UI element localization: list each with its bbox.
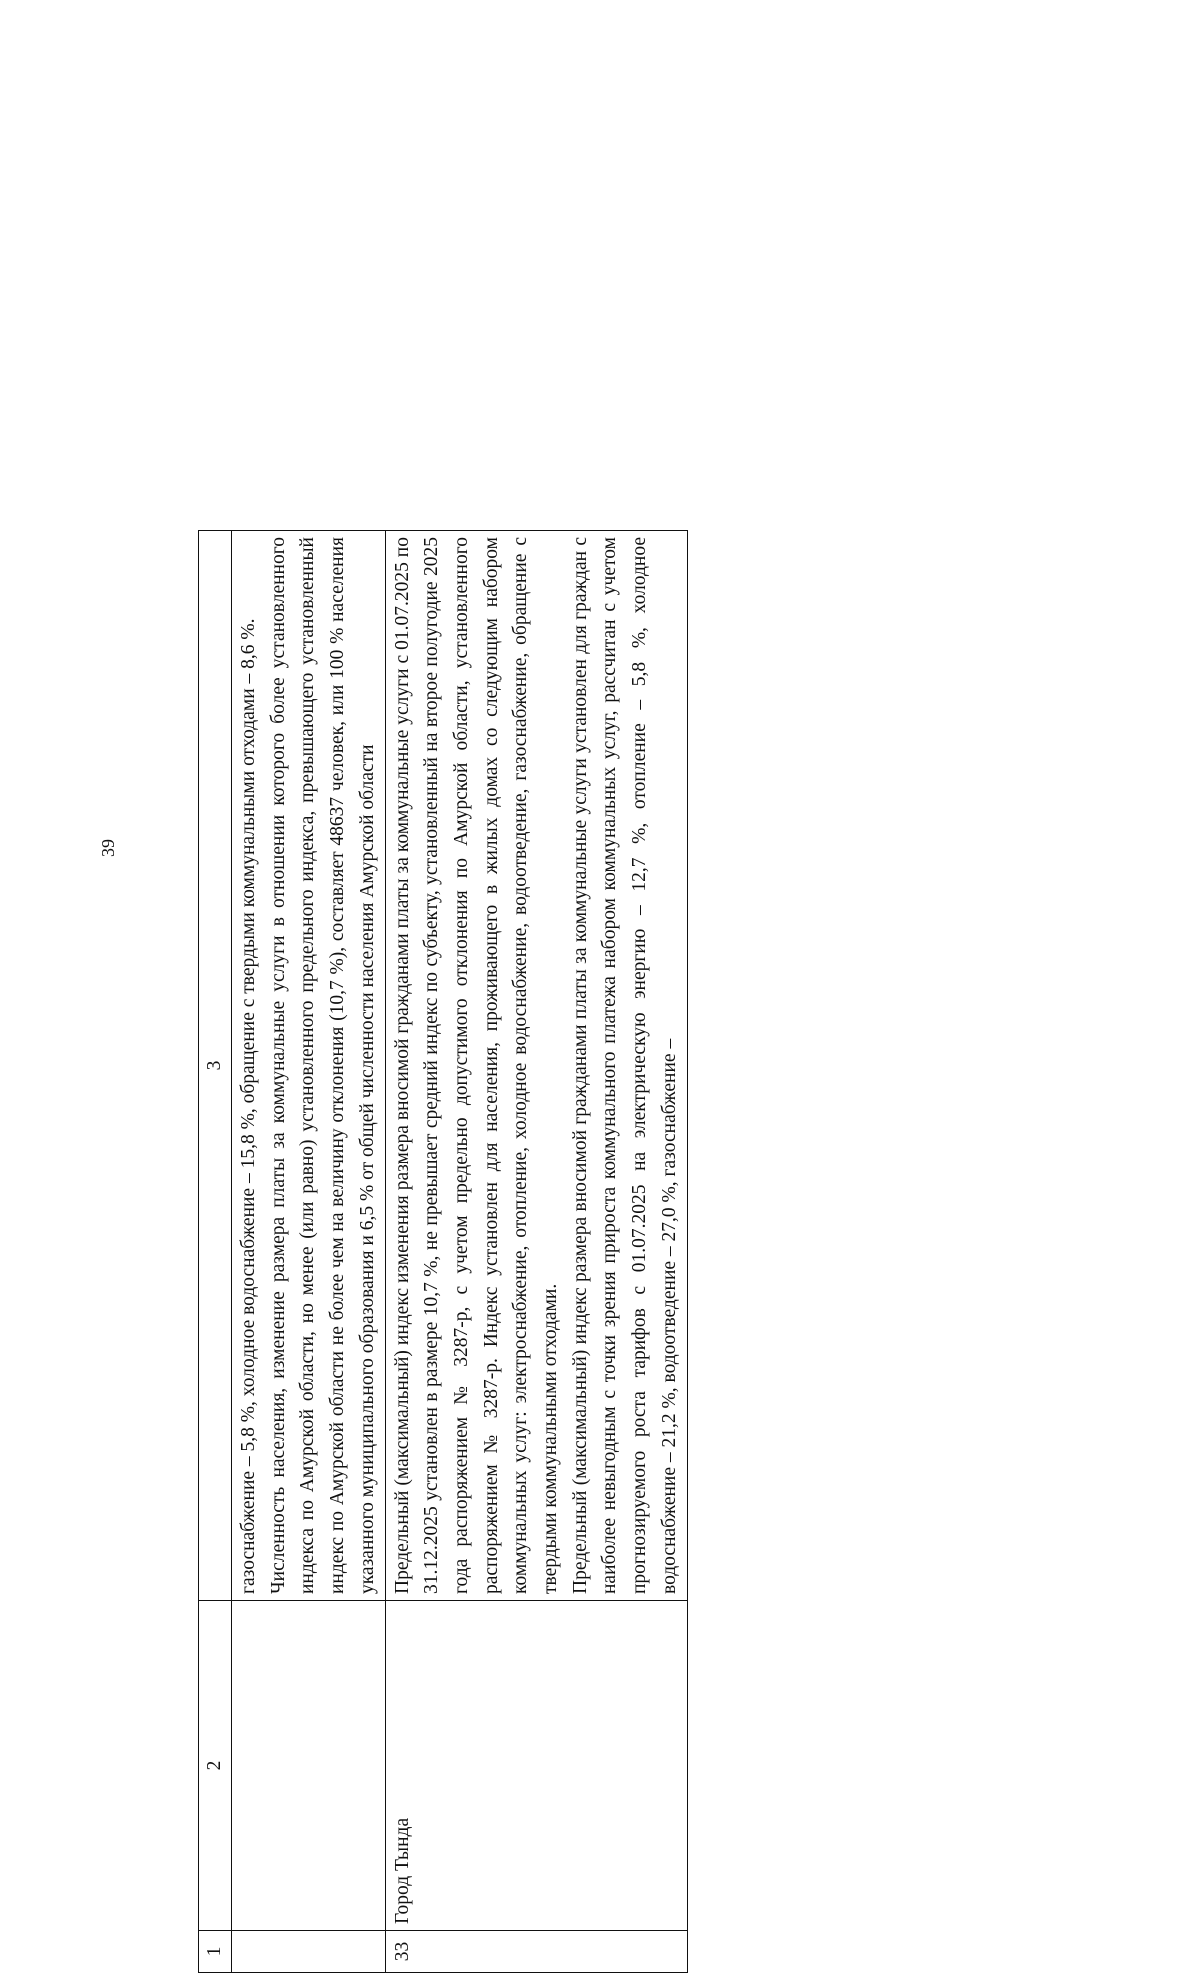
header-col-3: 3 [199, 531, 232, 1601]
cell-description [385, 531, 687, 1601]
table-row-continuation [232, 531, 386, 1973]
paragraph: газоснабжение – 5,8 %, холодное водоснабжение – 15,8 %, обращение с твердыми коммунальными отходами – 8,6 %. [238, 618, 259, 1594]
paragraph: Численность населения, изменение размера платы за коммунальные услуги в отношении которого более установленного индекса по Амурской области, но менее (или равно) установленного предельного индекса, превышающего установленный индекс по Амурской области не более чем на величину отклонения (10,7 %), составляет 48637 человек, или 100 % населения указанного муниципального образования и 6,5 % от общей численности населения Амурской области [267, 537, 378, 1594]
header-col-2: 2 [199, 1601, 232, 1931]
cell-num [232, 1931, 386, 1973]
municipal-index-table [198, 530, 688, 1973]
cell-name [232, 1601, 386, 1931]
municipality-name: Город Тында [385, 1601, 687, 1931]
table-row [385, 531, 687, 1973]
paragraph: Предельный (максимальный) индекс изменения размера вносимой гражданами платы за коммунальные услуги с 01.07.2025 по 31.12.2025 установлен в размере 10,7 %, не превышает средний индекс по субъекту, установленный на второе полугодие 2025 года распоряжением № 3287-р, с учетом предельно допустимого отклонения по Амурской области, установленного распоряжением № 3287-р. Индекс установлен для населения, проживающего в жилых домах со следующим набором коммунальных услуг: электроснабжение, отопление, холодное водоснабжение, водоотведение, газоснабжение, обращение с твердыми коммунальными отходами. [391, 537, 562, 1594]
rotated-table-wrapper [198, 531, 1092, 1973]
table-header-row [199, 531, 232, 1973]
row-number: 33 [385, 1931, 687, 1973]
paragraph: Предельный (максимальный) индекс размера вносимой гражданами платы за коммунальные услуги установлен для граждан с наиболее невыгодным с точки зрения прироста коммунального платежа набором коммунальных услуг, рассчитан с учетом прогнозируемого роста тарифов с 01.07.2025 на электрическую энергию – 12,7 %, отопление – 5,8 %, холодное водоснабжение – 21,2 %, водоотведение – 27,0 %, газоснабжение – [569, 537, 680, 1594]
cell-description [232, 531, 386, 1601]
header-col-1: 1 [199, 1931, 232, 1973]
page-number: 39 [98, 839, 118, 857]
